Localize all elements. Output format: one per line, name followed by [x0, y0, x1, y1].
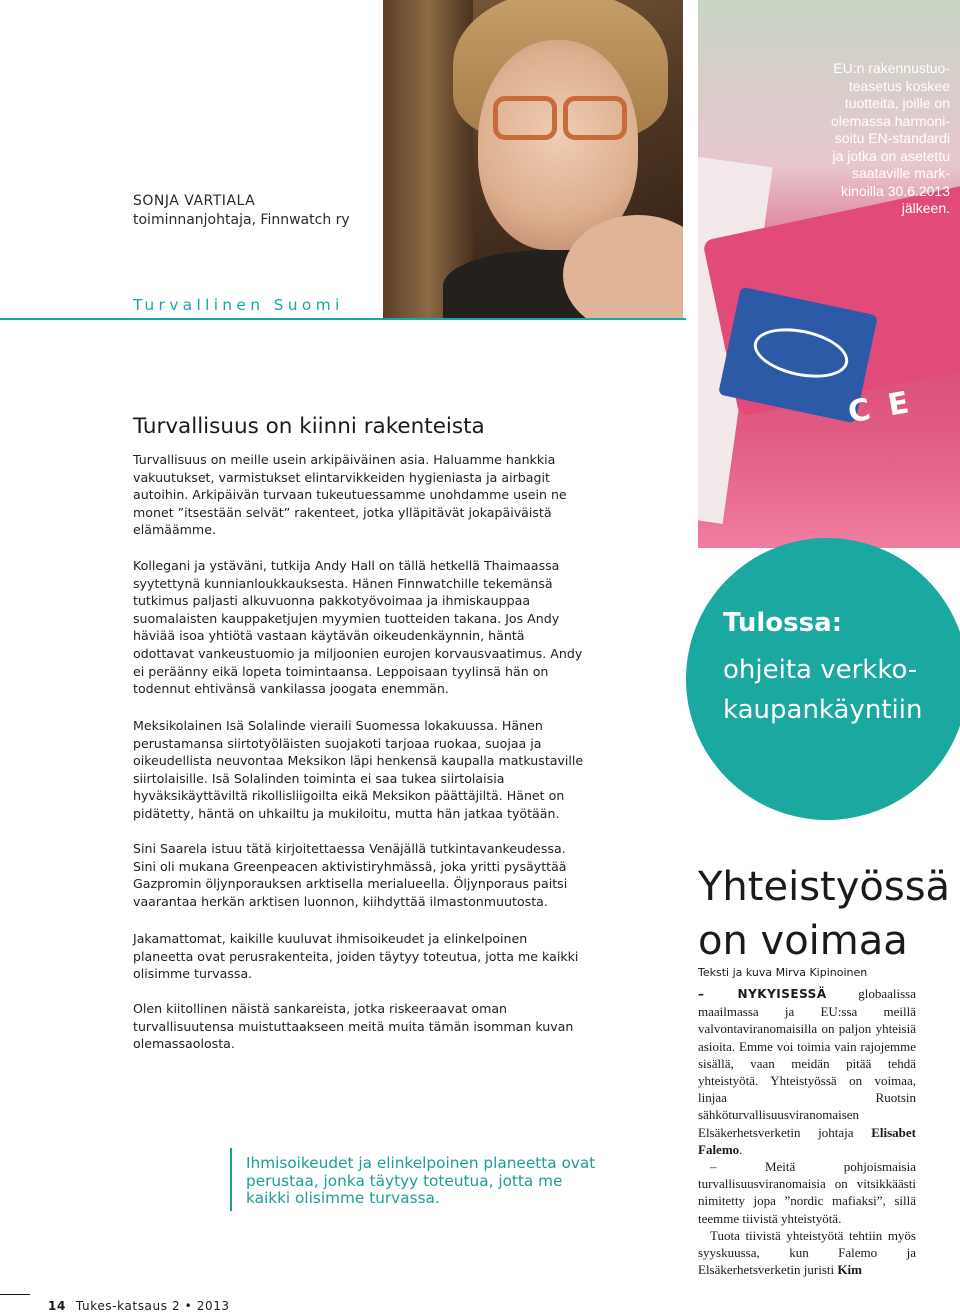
side-article-text: globaalissa maailmassa ja EU:ssa meillä valvontaviranomaisilla on paljon yhteisiä asioita. Emme voi toimia vain rajojemme sisällä, vaan meidän pitää tehdä yhteistyötä. Yhteistyössä on voimaa, linjaa Ruotsin sähköturvallisuusviranomaisen Elsäkerhetsverketin johtaja: [698, 986, 916, 1140]
pull-quote-bar: [230, 1148, 232, 1211]
footer-rule: [0, 1294, 30, 1295]
side-article-body: [698, 985, 916, 1278]
page-number: 14: [48, 1299, 66, 1313]
footer: [48, 1299, 230, 1313]
teaser-title: Tulossa:: [723, 608, 843, 638]
teaser-subtitle: ohjeita verkko-kaupankäyntiin: [723, 655, 923, 725]
paragraph: Meksikolainen Isä Solalinde vieraili Suomessa lokakuussa. Hänen perustamansa siirtotyöläisten suojakoti tarjoaa ruokaa, suojaa ja oikeudellista neuvontaa Meksikon läpi henkensä kaupalla matkustaville siirtolaisille. Isä Solalinden toiminta ei saa tukea siirtolaisia hyväksikäyttäviltä rikollisliigoilta eikä Meksikon päättäjiltä. Hänet on pidätetty, häntä on uhkailtu ja mukiloitu, mutta hän jatkaa työtään.: [133, 718, 584, 821]
side-article-text: – Meitä pohjoismaisia turvallisuusviranomaisia on vitsikkäästi nimitetty jopa ”nordic mafiaksi”, sillä teemme tiivistä yhteistyötä.: [698, 1159, 916, 1226]
person-name: Elisabet Falemo: [698, 1124, 916, 1157]
section-label: Turvallinen Suomi: [133, 296, 344, 314]
photo-caption: EU:n rakennustuo- teasetus koskee tuotteita, joille on olemassa harmoni- soitu EN-standardi ja jotka on asetettu saataville mark- kinoilla 30.6.2013 jälkeen.: [830, 60, 950, 216]
punctuation: .: [739, 1141, 743, 1157]
author-name: SONJA VARTIALA: [133, 193, 256, 209]
paragraph: Sini Saarela istuu tätä kirjoitettaessa Venäjällä tutkintavankeudessa. Sini oli mukana Greenpeacen aktivistiryhmässä, joka yritti pysäyttää Gazpromin öljynporauksen arktisella merialueella. Öljynporaus paitsi vaarantaa herkän arktisen luonnon, kiihdyttää ilmastonmuutosta.: [133, 841, 568, 909]
publication-name: Tukes-katsaus 2 • 2013: [75, 1299, 230, 1313]
paragraph: Jakamattomat, kaikille kuuluvat ihmisoikeudet ja elinkelpoinen planeetta ovat perusrakenteita, joiden täytyy toteutua, jotta me kaikki olisimme turvassa.: [133, 931, 579, 982]
side-article-headline: Yhteistyössä on voimaa: [698, 864, 951, 964]
article-headline: Turvallisuus on kiinni rakenteista: [133, 414, 485, 439]
paragraph: Kollegani ja ystäväni, tutkija Andy Hall on tällä hetkellä Thaimaassa syytettynä kunnianloukkauksesta. Hänen Finnwatchille tekemänsä tutkimus paljasti alkuvuonna pakkotyövoimaa ja ihmiskauppaa suomalaisten kauppaketjujen myymien tuotteiden takana. Jos Andy häviää isoa yhtiötä vastaan käytävän oikeudenkäynnin, häntä odottavat vankeustuomio ja miljoonien eurojen korvausvaatimus. Andy ei peräänny eikä lopeta toimintaansa. Leppoisaan tyylinsä hän on todennut ehtivänsä vankilassa joogata enemmän.: [133, 558, 583, 697]
lead-in: – NYKYISESSÄ: [698, 987, 827, 1001]
author-title: toiminnanjohtaja, Finnwatch ry: [133, 212, 350, 228]
paragraph: Turvallisuus on meille usein arkipäiväinen asia. Haluamme hankkia vakuutukset, varmistukset elintarvikkeiden hygieniasta ja airbagit autoihin. Arkipäivän turvaan tukeutuessamme unohdamme usein ne monet ”itsestään selvät” rakenteet, jotka ylläpitävät jokapäiväistä elämäämme.: [133, 452, 567, 538]
paragraph: Olen kiitollinen näistä sankareista, jotka riskeeraavat oman turvallisuutensa muistuttaakseen meitä muita tämän isomman kuvan olemassaolosta.: [133, 1001, 574, 1052]
pull-quote: Ihmisoikeudet ja elinkelpoinen planeetta ovat perustaa, jonka täytyy toteutua, jotta me kaikki olisimme turvassa.: [246, 1154, 596, 1208]
side-article-text: Tuota tiivistä yhteistyötä tehtiin myös syyskuussa, kun Falemo ja Elsäkerhetsverketin juristi: [698, 1227, 916, 1278]
product-photo: C E: [698, 0, 960, 548]
side-article-byline: Teksti ja kuva Mirva Kipinoinen: [698, 966, 868, 979]
portrait-photo: [383, 0, 683, 318]
section-divider: [0, 318, 686, 320]
person-name: Kim: [837, 1262, 862, 1278]
